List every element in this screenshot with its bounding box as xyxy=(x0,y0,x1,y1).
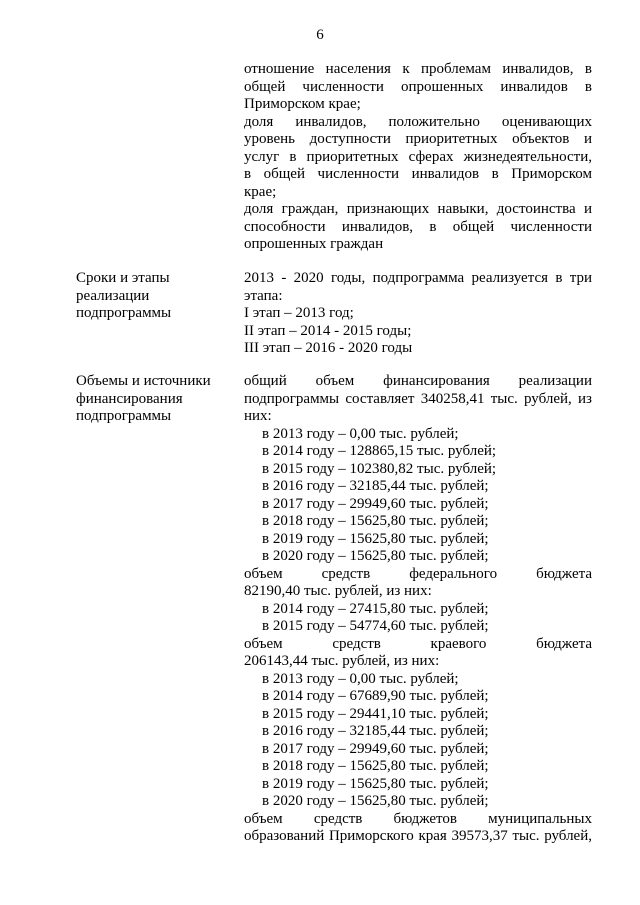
funding-text-line: образований Приморского края 39573,37 тыс. рублей, xyxy=(244,828,592,844)
funding-label-line: Объемы и источники xyxy=(76,373,211,389)
terms-label-line: подпрограммы xyxy=(76,305,172,321)
funding-year-line: в 2015 году – 54774,60 тыс. рублей; xyxy=(262,618,489,634)
indicator-text-line: крае; xyxy=(244,183,277,200)
indicator-text-line: общей численности опрошенных инвалидов в xyxy=(244,78,592,95)
funding-year-line: в 2020 году – 15625,80 тыс. рублей; xyxy=(262,548,489,564)
funding-year-line: в 2013 году – 0,00 тыс. рублей; xyxy=(262,425,459,442)
funding-text-line: объем средств бюджетов муниципальных xyxy=(244,810,592,827)
funding-year-line: в 2017 году – 29949,60 тыс. рублей; xyxy=(262,740,489,757)
funding-text-line: общий объем финансирования реализации xyxy=(244,373,592,389)
terms-text-line: II этап – 2014 - 2015 годы; xyxy=(244,322,412,339)
funding-year-line: в 2016 году – 32185,44 тыс. рублей; xyxy=(262,478,489,494)
terms-label-line: реализации xyxy=(76,287,150,304)
funding-text-line: объем средств федерального бюджета xyxy=(244,565,592,582)
funding-year-line: в 2020 году – 15625,80 тыс. рублей; xyxy=(262,793,489,809)
indicator-text-line: уровень доступности приоритетных объектов и xyxy=(244,131,592,147)
funding-year-line: в 2015 году – 29441,10 тыс. рублей; xyxy=(262,705,489,722)
funding-year-line: в 2013 году – 0,00 тыс. рублей; xyxy=(262,670,459,687)
terms-text-line: этапа: xyxy=(244,287,283,304)
funding-label-line: подпрограммы xyxy=(76,408,172,424)
funding-text-line: объем средств краевого бюджета xyxy=(244,635,592,652)
funding-text-line: 82190,40 тыс. рублей, из них: xyxy=(244,583,432,599)
indicator-text-line: услуг в приоритетных сферах жизнедеятельности, xyxy=(244,148,592,165)
funding-label-line: финансирования xyxy=(76,390,183,407)
funding-year-line: в 2014 году – 27415,80 тыс. рублей; xyxy=(262,600,489,617)
terms-label-line: Сроки и этапы xyxy=(76,270,170,286)
indicator-text-line: доля граждан, признающих навыки, достоинства и xyxy=(244,201,592,217)
indicator-text-line: отношение населения к проблемам инвалидов, в xyxy=(244,61,592,77)
indicator-text-line: в общей численности инвалидов в Приморском xyxy=(244,166,592,182)
indicator-text-line: способности инвалидов, в общей численности xyxy=(244,218,592,235)
terms-text-line: I этап – 2013 год; xyxy=(244,305,354,321)
funding-text-line: 206143,44 тыс. рублей, из них: xyxy=(244,653,440,669)
funding-year-line: в 2019 году – 15625,80 тыс. рублей; xyxy=(262,530,489,547)
funding-text-line: подпрограммы составляет 340258,41 тыс. рублей, из xyxy=(244,390,592,407)
funding-text-line: них: xyxy=(244,408,272,424)
indicator-text-line: Приморском крае; xyxy=(244,96,361,112)
funding-year-line: в 2016 году – 32185,44 тыс. рублей; xyxy=(262,723,489,739)
funding-year-line: в 2014 году – 67689,90 тыс. рублей; xyxy=(262,688,489,704)
terms-text-line: 2013 - 2020 годы, подпрограмма реализуется в три xyxy=(244,270,592,286)
funding-year-line: в 2018 году – 15625,80 тыс. рублей; xyxy=(262,513,489,529)
indicator-text-line: доля инвалидов, положительно оценивающих xyxy=(244,113,592,130)
funding-year-line: в 2015 году – 102380,82 тыс. рублей; xyxy=(262,460,497,477)
terms-text-line: III этап – 2016 - 2020 годы xyxy=(244,340,413,356)
indicator-text-line: опрошенных граждан xyxy=(244,236,384,252)
funding-year-line: в 2018 году – 15625,80 тыс. рублей; xyxy=(262,758,489,774)
funding-year-line: в 2014 году – 128865,15 тыс. рублей; xyxy=(262,443,497,459)
page-number: 6 xyxy=(316,27,324,43)
funding-year-line: в 2019 году – 15625,80 тыс. рублей; xyxy=(262,775,489,792)
funding-year-line: в 2017 году – 29949,60 тыс. рублей; xyxy=(262,495,489,512)
